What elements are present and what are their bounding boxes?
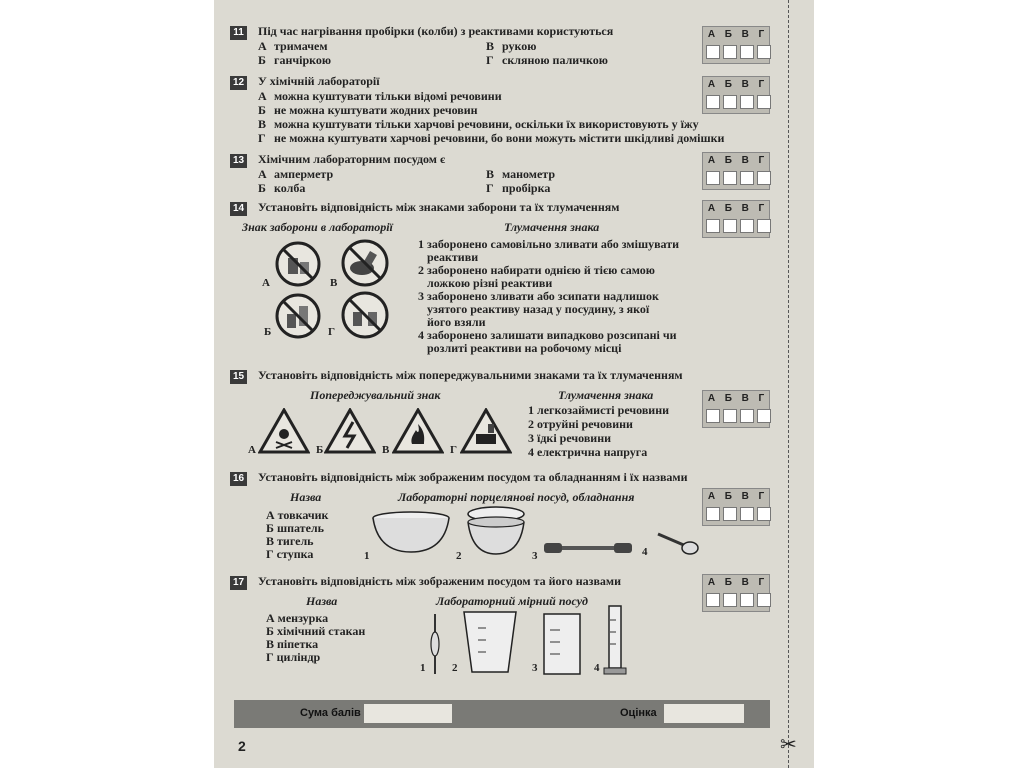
answer-cell[interactable] bbox=[740, 171, 754, 185]
answer-cell[interactable] bbox=[757, 95, 771, 109]
answer-cell[interactable] bbox=[706, 171, 720, 185]
answer-cell[interactable] bbox=[706, 507, 720, 521]
column-header-names: Назва bbox=[290, 490, 322, 504]
page-number: 2 bbox=[238, 738, 246, 754]
column-header-figures: Лабораторні порцелянові посуд, обладнання bbox=[398, 490, 635, 504]
answer-cell[interactable] bbox=[723, 593, 737, 607]
question-text: Установіть відповідність між зображеним посудом та обладнанням і їх назвами bbox=[258, 470, 688, 484]
option-d[interactable]: Г не можна куштувати харчові речовини, бо вони можуть містити шкідливі домішки bbox=[258, 131, 725, 145]
name-item: Б шпатель bbox=[266, 521, 324, 535]
option-b[interactable]: Б не можна куштувати жодних речовин bbox=[258, 103, 478, 117]
question-text: Установіть відповідність між попереджувальними знаками та їх тлумаченням bbox=[258, 368, 683, 382]
sign-label: Б bbox=[316, 444, 324, 456]
flammable-warning-sign bbox=[392, 408, 444, 454]
answer-cell[interactable] bbox=[723, 45, 737, 59]
answer-cell[interactable] bbox=[723, 507, 737, 521]
sign-label: Г bbox=[450, 444, 457, 456]
sign-label: А bbox=[248, 444, 256, 456]
question-number: 12 bbox=[230, 76, 247, 90]
name-item: А мензурка bbox=[266, 611, 329, 625]
answer-cell[interactable] bbox=[706, 409, 720, 423]
figure-number: 3 bbox=[532, 662, 538, 674]
answer-grid-15: А Б В Г bbox=[702, 390, 770, 428]
question-text: У хімічній лабораторії bbox=[258, 74, 380, 88]
figure-number: 1 bbox=[420, 662, 426, 674]
option-d[interactable]: Г пробірка bbox=[486, 181, 551, 195]
meaning-item: 3 їдкі речовини bbox=[528, 431, 612, 445]
meaning-item: 2 отруйні речовини bbox=[528, 417, 633, 431]
answer-cell[interactable] bbox=[723, 171, 737, 185]
question-text: Хімічним лабораторним посудом є bbox=[258, 152, 446, 166]
question-number: 13 bbox=[230, 154, 247, 168]
figure-number: 4 bbox=[594, 662, 600, 674]
answer-cell[interactable] bbox=[740, 219, 754, 233]
figure-number: 2 bbox=[456, 550, 462, 562]
answer-grid-16: А Б В Г bbox=[702, 488, 770, 526]
sign-label: В bbox=[330, 277, 338, 289]
question-text: Установіть відповідність між зображеним посудом та його назвами bbox=[258, 574, 622, 588]
column-header-signs: Знак заборони в лабораторії bbox=[242, 220, 393, 234]
sign-label: А bbox=[262, 277, 270, 289]
meaning-item: 1 легкозаймисті речовини bbox=[528, 403, 670, 417]
answer-cell[interactable] bbox=[740, 409, 754, 423]
pestle-figure bbox=[652, 530, 700, 556]
answer-cell[interactable] bbox=[723, 409, 737, 423]
grade-field[interactable] bbox=[664, 704, 744, 723]
column-header-names: Назва bbox=[306, 594, 338, 608]
answer-cell[interactable] bbox=[740, 45, 754, 59]
answer-cell[interactable] bbox=[757, 45, 771, 59]
score-bar bbox=[234, 700, 770, 728]
answer-cell[interactable] bbox=[706, 45, 720, 59]
answer-grid-13: А Б В Г bbox=[702, 152, 770, 190]
sign-label: В bbox=[382, 444, 390, 456]
crucible-figure bbox=[464, 504, 528, 558]
option-c[interactable]: В можна куштувати тільки харчові речовини, оскільки їх використовують у їжу bbox=[258, 117, 699, 131]
meaning-item: 1 заборонено самовільно зливати або змішувати реактиви bbox=[418, 237, 680, 264]
figure-number: 4 bbox=[642, 546, 648, 558]
no-mixing-reagents-sign bbox=[274, 240, 322, 288]
grade-label: Оцінка bbox=[620, 707, 657, 719]
mortar-figure bbox=[370, 510, 452, 556]
question-number: 15 bbox=[230, 370, 247, 384]
answer-grid-12: А Б В Г bbox=[702, 76, 770, 114]
answer-cell[interactable] bbox=[757, 219, 771, 233]
answer-cell[interactable] bbox=[706, 95, 720, 109]
worksheet-page bbox=[214, 0, 814, 768]
meaning-item: 2 заборонено набирати однією й тією самою ложкою різні реактиви bbox=[418, 263, 655, 290]
column-header-figures: Лабораторний мірний посуд bbox=[436, 594, 588, 608]
cut-line bbox=[788, 0, 789, 768]
answer-cell[interactable] bbox=[757, 593, 771, 607]
corrosive-warning-sign bbox=[460, 408, 512, 454]
graduated-cylinder-figure bbox=[602, 604, 628, 676]
question-number: 11 bbox=[230, 26, 247, 40]
option-a[interactable]: А можна куштувати тільки відомі речовини bbox=[258, 89, 502, 103]
toxic-warning-sign bbox=[258, 408, 310, 454]
answer-grid-11: А Б В Г bbox=[702, 26, 770, 64]
option-a[interactable]: А тримачем bbox=[258, 39, 328, 53]
answer-cell[interactable] bbox=[706, 593, 720, 607]
option-a[interactable]: А амперметр bbox=[258, 167, 334, 181]
name-item: В тигель bbox=[266, 534, 314, 548]
figure-number: 1 bbox=[364, 550, 370, 562]
name-item: Г циліндр bbox=[266, 650, 321, 664]
option-c[interactable]: В манометр bbox=[486, 167, 555, 181]
measuring-cup-figure bbox=[460, 608, 520, 676]
column-header-meaning: Тлумачення знака bbox=[504, 220, 600, 234]
question-text: Установіть відповідність між знаками заборони та їх тлумаченням bbox=[258, 200, 620, 214]
answer-cell[interactable] bbox=[740, 593, 754, 607]
answer-cell[interactable] bbox=[757, 409, 771, 423]
spatula-figure bbox=[542, 538, 634, 558]
answer-cell[interactable] bbox=[740, 95, 754, 109]
figure-number: 2 bbox=[452, 662, 458, 674]
meaning-item: 4 заборонено залишати випадково розсипані чи розлиті реактиви на робочому місці bbox=[418, 328, 677, 355]
option-b[interactable]: Б колба bbox=[258, 181, 306, 195]
sign-label: Б bbox=[264, 326, 272, 338]
no-pouring-back-sign bbox=[274, 292, 322, 340]
name-item: А товкачик bbox=[266, 508, 329, 522]
answer-cell[interactable] bbox=[706, 219, 720, 233]
answer-cell[interactable] bbox=[757, 171, 771, 185]
meaning-item: 4 електрична напруга bbox=[528, 445, 648, 459]
answer-cell[interactable] bbox=[740, 507, 754, 521]
option-b[interactable]: Б ганчіркою bbox=[258, 53, 332, 67]
sign-label: Г bbox=[328, 326, 335, 338]
name-item: Г ступка bbox=[266, 547, 314, 561]
no-same-spoon-sign bbox=[340, 290, 390, 340]
question-number: 14 bbox=[230, 202, 247, 216]
answer-cell[interactable] bbox=[757, 507, 771, 521]
option-c[interactable]: В рукою bbox=[486, 39, 537, 53]
figure-number: 3 bbox=[532, 550, 538, 562]
beaker-figure bbox=[540, 610, 584, 676]
sum-field[interactable] bbox=[364, 704, 452, 723]
question-number: 17 bbox=[230, 576, 247, 590]
column-header-meaning: Тлумачення знака bbox=[558, 388, 654, 402]
pipette-figure bbox=[428, 612, 442, 676]
column-header-signs: Попереджувальний знак bbox=[310, 388, 441, 402]
question-text: Під час нагрівання пробірки (колби) з реактивами користуються bbox=[258, 24, 614, 38]
question-number: 16 bbox=[230, 472, 247, 486]
name-item: В піпетка bbox=[266, 637, 319, 651]
option-d[interactable]: Г скляною паличкою bbox=[486, 53, 608, 67]
no-spilled-reagents-sign bbox=[340, 238, 390, 288]
name-item: Б хімічний стакан bbox=[266, 624, 366, 638]
answer-cell[interactable] bbox=[723, 219, 737, 233]
scissors-icon: ✂ bbox=[780, 734, 797, 756]
electric-warning-sign bbox=[324, 408, 376, 454]
sum-label: Сума балів bbox=[300, 707, 361, 719]
answer-grid-14: А Б В Г bbox=[702, 200, 770, 238]
answer-cell[interactable] bbox=[723, 95, 737, 109]
meaning-item: 3 заборонено зливати або зсипати надлишок узятого реактиву назад у посудину, з якої його взяли bbox=[418, 289, 659, 329]
answer-grid-17: А Б В Г bbox=[702, 574, 770, 612]
